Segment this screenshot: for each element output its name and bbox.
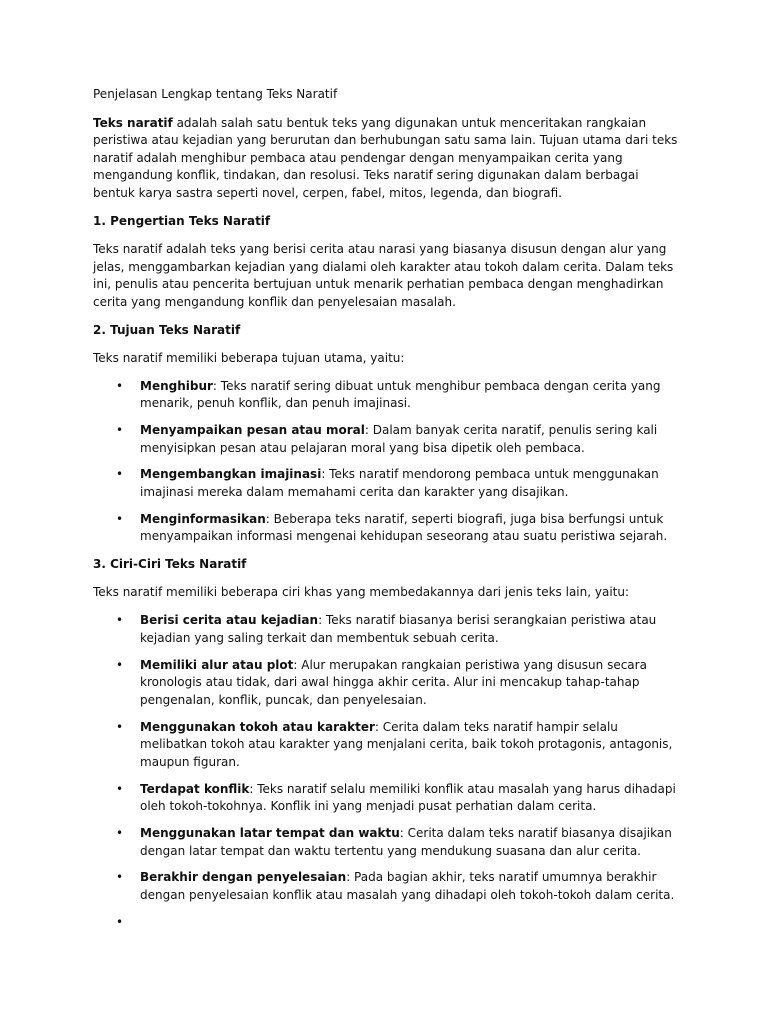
section-paragraph-pengertian: Teks naratif adalah teks yang berisi cerita atau narasi yang biasanya disusun dengan alur yang jelas, menggambarkan kejadian yang dialami oleh karakter atau tokoh dalam cerita. Dalam teks ini, penulis atau pencerita bertujuan untuk menarik perhatian pembaca dengan menghadirkan cerita yang mengandung konflik dan penyelesaian masalah. — [93, 241, 674, 309]
list-item-term: Berakhir dengan penyelesaian — [140, 870, 347, 885]
section-paragraph-ciri: Teks naratif memiliki beberapa ciri khas yang membedakannya dari jenis teks lain, yaitu: — [93, 585, 630, 600]
list-item-term: Menyampaikan pesan atau moral — [140, 423, 365, 438]
intro-text: adalah salah satu bentuk teks yang digunakan untuk menceritakan rangkaian peristiwa atau kejadian yang berurutan dan berhubungan satu sama lain. Tujuan utama dari teks naratif adalah menghibur pembaca atau pendengar dengan menyampaikan cerita yang mengandung konflik, tindakan, dan resolusi. Teks naratif sering digunakan dalam berbagai bentuk karya sastra seperti novel, cerpen, fabel, mitos, legenda, dan biografi. — [93, 115, 678, 200]
list-item — [93, 466, 683, 501]
list-item-term: Menghibur — [140, 378, 213, 393]
list-item-text: : Dalam banyak cerita naratif, penulis sering kali menyisipkan pesan atau pelajaran moral yang bisa dipetik oleh pembaca. — [140, 423, 658, 455]
list-item — [93, 422, 683, 457]
section-heading-ciri: 3. Ciri-Ciri Teks Naratif — [93, 557, 247, 572]
list-item-term: Menggunakan latar tempat dan waktu — [140, 826, 400, 841]
list-item — [93, 781, 683, 816]
intro-paragraph — [93, 115, 683, 203]
list-item — [93, 511, 683, 546]
list-item — [93, 825, 683, 860]
list-item — [93, 612, 683, 647]
list-item-term: Memiliki alur atau plot — [140, 657, 294, 672]
section-paragraph-tujuan: Teks naratif memiliki beberapa tujuan utama, yaitu: — [93, 350, 405, 365]
list-item — [93, 657, 683, 710]
intro-term: Teks naratif — [93, 115, 173, 130]
document-page — [93, 86, 683, 942]
section-heading-tujuan: 2. Tujuan Teks Naratif — [93, 322, 241, 337]
list-item-text: : Cerita dalam teks naratif biasanya disajikan dengan latar tempat dan waktu tertentu yang mendukung suasana dan alur cerita. — [140, 826, 672, 858]
list-item-empty — [93, 914, 683, 932]
list-item-term: Menggunakan tokoh atau karakter — [140, 719, 375, 734]
list-item-text: : Teks naratif biasanya berisi serangkaian peristiwa atau kejadian yang saling terkait dan membentuk sebuah cerita. — [140, 613, 657, 645]
list-item-text: : Cerita dalam teks naratif hampir selalu melibatkan tokoh atau karakter yang menjalani cerita, baik tokoh protagonis, antagonis, maupun figuran. — [140, 719, 673, 769]
list-item-text: : Teks naratif selalu memiliki konflik atau masalah yang harus dihadapi oleh tokoh-tokohnya. Konflik ini yang menjadi pusat perhatian dalam cerita. — [140, 781, 676, 814]
list-item-text: : Pada bagian akhir, teks naratif umumnya berakhir dengan penyelesaian konflik atau masalah yang dihadapi oleh tokoh-tokoh dalam cerita. — [140, 870, 675, 902]
section-heading-pengertian: 1. Pengertian Teks Naratif — [93, 213, 271, 228]
list-item-term: Berisi cerita atau kejadian — [140, 613, 319, 628]
list-item — [93, 378, 683, 413]
list-item-term: Terdapat konflik — [140, 781, 250, 796]
ciri-list — [93, 612, 683, 931]
tujuan-list — [93, 378, 683, 546]
list-item — [93, 869, 683, 904]
list-item-text: : Teks naratif sering dibuat untuk menghibur pembaca dengan cerita yang menarik, penuh konflik, dan penuh imajinasi. — [140, 378, 661, 411]
list-item-text: : Alur merupakan rangkaian peristiwa yang disusun secara kronologis atau tidak, dari awal hingga akhir cerita. Alur ini mencakup tahap-tahap pengenalan, konflik, puncak, dan penyelesaian. — [140, 657, 647, 707]
list-item — [93, 719, 683, 772]
list-item-term: Mengembangkan imajinasi — [140, 467, 322, 482]
list-item-text: : Beberapa teks naratif, seperti biografi, juga bisa berfungsi untuk menyampaikan informasi mengenai kehidupan seseorang atau suatu peristiwa sejarah. — [140, 511, 668, 544]
list-item-text: : Teks naratif mendorong pembaca untuk menggunakan imajinasi mereka dalam memahami cerita dan karakter yang disajikan. — [140, 467, 659, 500]
document-title: Penjelasan Lengkap tentang Teks Naratif — [93, 87, 338, 101]
list-item-term: Menginformasikan — [140, 511, 266, 526]
